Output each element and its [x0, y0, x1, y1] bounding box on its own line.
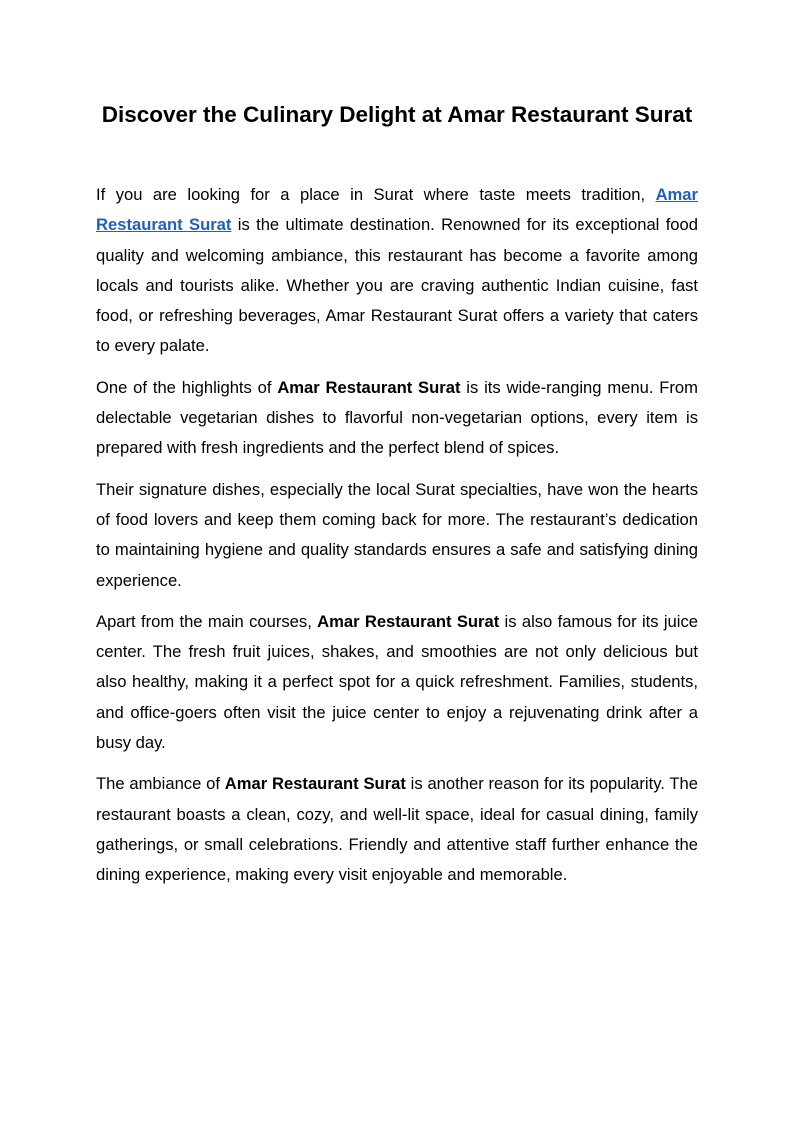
restaurant-name-bold: Amar Restaurant Surat	[317, 611, 500, 631]
paragraph-text: If you are looking for a place in Surat where taste meets tradition,	[96, 185, 656, 204]
paragraph-intro	[96, 180, 698, 362]
paragraph-text: is the ultimate destination. Renowned for its exceptional food quality and welcoming ambiance, this restaurant has become a favorite among locals and tourists alike. Whether you are craving authentic Indian cuisine, fast food, or refreshing beverages, Amar Restaurant Surat offers a variety that caters to every palate.	[96, 215, 698, 356]
amar-restaurant-link[interactable]: Amar Restaurant Surat	[96, 185, 698, 235]
page-title: Discover the Culinary Delight at Amar Restaurant Surat	[101, 102, 693, 127]
paragraph-text: is its wide-ranging menu. From delectable vegetarian dishes to flavorful non-vegetarian options, every item is prepared with fresh ingredients and the perfect blend of spices.	[96, 377, 698, 458]
restaurant-name-bold: Amar Restaurant Surat	[224, 774, 406, 794]
article-body	[96, 180, 698, 902]
paragraph-ambiance	[96, 769, 698, 890]
paragraph-text: Their signature dishes, especially the local Surat specialties, have won the hearts of food lovers and keep them coming back for more. The restaurant’s dedication to maintaining hygiene and quality standards ensures a safe and satisfying dining experience.	[96, 479, 698, 590]
paragraph-text: is also famous for its juice center. The fresh fruit juices, shakes, and smoothies are not only delicious but also healthy, making it a perfect spot for a quick refreshment. Families, students, and office-goers often visit the juice center to enjoy a rejuvenating drink after a busy day.	[96, 611, 698, 753]
paragraph-text: Apart from the main courses,	[96, 611, 318, 631]
restaurant-name-bold: Amar Restaurant Surat	[277, 377, 461, 397]
paragraph-text: The ambiance of	[96, 774, 225, 794]
paragraph-signature-dishes	[96, 475, 698, 596]
paragraph-juice-center	[96, 607, 698, 758]
paragraph-text: is another reason for its popularity. The restaurant boasts a clean, cozy, and well-lit space, ideal for casual dining, family gatherings, or small celebrations. Friendly and attentive staff further enhance the dining experience, making every visit enjoyable and memorable.	[96, 774, 698, 885]
paragraph-menu	[96, 373, 698, 464]
paragraph-text: One of the highlights of	[96, 377, 278, 397]
